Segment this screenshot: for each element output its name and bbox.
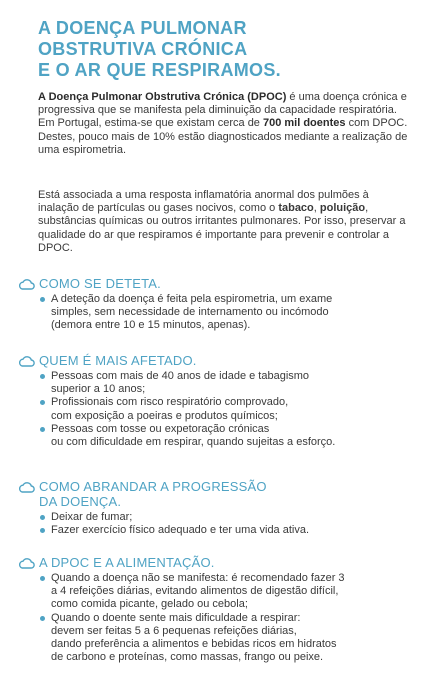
causes-bold-poluicao: poluição [319, 202, 366, 215]
list-item-line: Pessoas com tosse ou expetoração crónicas [51, 422, 270, 435]
section-afetados [18, 353, 418, 449]
causes-text: , substâncias químicas ou outros irritantes pulmonares. Por isso, preservar a qualidade do ar que respiramos é importante para prevenir e controlar a DPOC. [38, 202, 406, 254]
section-title-line: COMO SE DETETA. [39, 276, 161, 291]
list-item-line: Pessoas com mais de 40 anos de idade e tabagismo [51, 370, 310, 382]
list-item-line: com exposição a poeiras e produtos químicos; [51, 409, 278, 422]
section-title-line: COMO ABRANDAR A PROGRESSÃO [39, 479, 267, 494]
section-title-line: A DPOC E A ALIMENTAÇÃO. [39, 555, 215, 570]
list-item [39, 396, 418, 422]
list-item-line: dando preferência a alimentos e bebidas ricos em hidratos [51, 638, 337, 651]
list-item [39, 511, 418, 524]
list-item-line: como comida picante, gelado ou cebola; [51, 598, 248, 611]
section-header [18, 479, 418, 509]
list-item [39, 423, 418, 449]
cloud-icon [18, 355, 35, 367]
causes-text: , [313, 202, 320, 215]
section-header [18, 353, 418, 368]
section-alimentacao [18, 555, 418, 664]
list-item-line: Fazer exercício físico adequado e ter uma vida ativa. [51, 524, 310, 537]
intro-bold-lead: A Doença Pulmonar Obstrutiva Crónica (DPOC) [38, 91, 287, 103]
list-item-line: de carbono e proteínas, como massas, frango ou peixe. [51, 651, 324, 664]
section-title [39, 353, 197, 368]
title-line: A DOENÇA PULMONAR [38, 18, 247, 38]
section-progressao [18, 479, 418, 537]
section-deteccao [18, 276, 418, 333]
causes-text: Está associada a uma resposta inflamatória anormal dos pulmões à inalação de partículas ou gases nocivos, como o [38, 189, 369, 215]
list-item-line: Quando a doença não se manifesta: é recomendado fazer 3 [51, 572, 345, 584]
list-item-line: superior a 10 anos; [51, 383, 146, 396]
section-header [18, 276, 418, 291]
section-title [39, 479, 267, 509]
section-title-line: DA DOENÇA. [39, 494, 122, 509]
cloud-icon [18, 278, 35, 290]
list-item [39, 293, 418, 333]
list-item-line: Deixar de fumar; [51, 511, 133, 523]
section-header [18, 555, 418, 570]
cloud-icon [18, 557, 35, 569]
title-line: OBSTRUTIVA CRÓNICA [38, 39, 248, 59]
causes-paragraph [38, 189, 410, 255]
causes-bold-tabaco: tabaco [278, 202, 314, 215]
list-item-line: A deteção da doença é feita pela espirometria, um exame [51, 293, 333, 305]
title-line: E O AR QUE RESPIRAMOS. [38, 60, 281, 80]
list-item-line: (demora entre 10 e 15 minutos, apenas). [51, 319, 251, 332]
bullet-list [18, 572, 418, 664]
list-item-line: simples, sem necessidade de internamento ou incómodo [51, 306, 329, 319]
bullet-list [18, 370, 418, 449]
list-item-line: devem ser feitas 5 a 6 pequenas refeições diárias, [51, 624, 297, 637]
page-title [38, 18, 418, 81]
bullet-list [18, 293, 418, 333]
section-title [39, 276, 161, 291]
list-item [39, 370, 418, 396]
section-title [39, 555, 215, 570]
list-item [39, 612, 418, 665]
list-item [39, 572, 418, 612]
section-title-line: QUEM É MAIS AFETADO. [39, 353, 197, 368]
list-item [39, 524, 418, 537]
list-item-line: Profissionais com risco respiratório comprovado, [51, 396, 289, 409]
list-item-line: a 4 refeições diárias, evitando alimentos de digestão difícil, [51, 585, 339, 598]
intro-text: com DPOC. Destes, pouco mais de 10% estão diagnosticados mediante a realização de uma espirometria. [38, 117, 408, 156]
list-item-line: Quando o doente sente mais dificuldade a respirar: [51, 611, 301, 624]
intro-paragraph [38, 91, 410, 157]
bullet-list [18, 511, 418, 537]
intro-text: é uma doença crónica e progressiva que se manifesta pela diminuição da capacidade respiratória. Em Portugal, estima-se que existam cerca de [38, 91, 407, 130]
list-item-line: ou com dificuldade em respirar, quando sujeitas a esforço. [51, 436, 336, 449]
intro-bold-count: 700 mil doentes [262, 117, 346, 130]
cloud-icon [18, 481, 35, 493]
